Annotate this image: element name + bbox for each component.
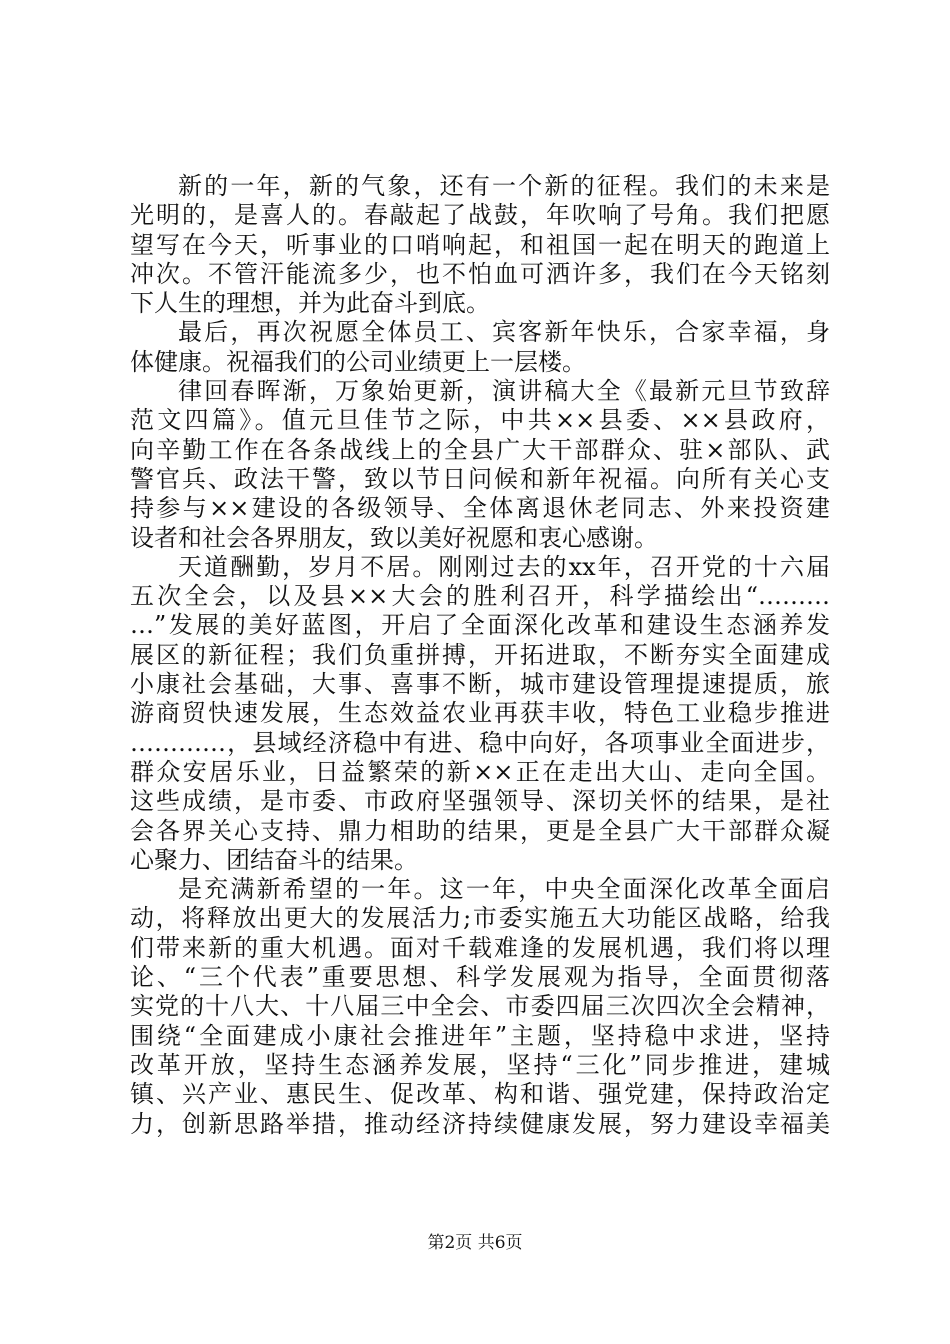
text-line: 这些成绩，是市委、市政府坚强领导、深切关怀的结果，是社 (130, 787, 830, 816)
text-line: 论、“三个代表”重要思想、科学发展观为指导，全面贯彻落 (130, 963, 830, 992)
text-line: 会各界关心支持、鼎力相助的结果，更是全县广大干部群众凝 (130, 816, 830, 845)
text-line: 下人生的理想，并为此奋斗到底。 (130, 289, 490, 318)
text-line: 力，创新思路举措，推动经济持续健康发展，努力建设幸福美 (130, 1109, 830, 1138)
text-line: 动，将释放出更大的发展活力;市委实施五大功能区战略，给我 (130, 904, 830, 933)
page-number-footer: 第2页 共6页 (427, 1233, 523, 1253)
text-line: 心聚力、团结奋斗的结果。 (130, 845, 418, 874)
text-line: 最后，再次祝愿全体员工、宾客新年快乐，合家幸福，身 (178, 318, 830, 347)
text-line: 们带来新的重大机遇。面对千载难逢的发展机遇，我们将以理 (130, 933, 830, 962)
text-line: 望写在今天，听事业的口哨响起，和祖国一起在明天的跑道上 (130, 230, 830, 259)
text-line: 群众安居乐业，日益繁荣的新××正在走出大山、走向全国。 (130, 757, 830, 786)
text-line: 光明的，是喜人的。春敲起了战鼓，年吹响了号角。我们把愿 (130, 201, 830, 230)
text-line: 范文四篇》。值元旦佳节之际，中共××县委、××县政府， (130, 406, 830, 435)
text-line: 围绕“全面建成小康社会推进年”主题，坚持稳中求进，坚持 (130, 1021, 830, 1050)
text-line: 警官兵、政法干警，致以节日问候和新年祝福。向所有关心支 (130, 464, 830, 493)
document-body (130, 172, 830, 1139)
text-line: 镇、兴产业、惠民生、促改革、构和谐、强党建，保持政治定 (130, 1080, 830, 1109)
text-line: 天道酬勤，岁月不居。刚刚过去的xx年，召开党的十六届 (178, 552, 830, 581)
text-line: 持参与××建设的各级领导、全体离退休老同志、外来投资建 (130, 494, 830, 523)
text-line: 改革开放，坚持生态涵养发展，坚持“三化”同步推进，建城 (130, 1050, 830, 1079)
text-line: 向辛勤工作在各条战线上的全县广大干部群众、驻×部队、武 (130, 435, 830, 464)
text-line: 游商贸快速发展，生态效益农业再获丰收，特色工业稳步推进 (130, 699, 830, 728)
text-line: 新的一年，新的气象，还有一个新的征程。我们的未来是 (178, 172, 830, 200)
text-line: 冲次。不管汗能流多少，也不怕血可洒许多，我们在今天铭刻 (130, 259, 830, 288)
text-line: 设者和社会各界朋友，致以美好祝愿和衷心感谢。 (130, 523, 658, 552)
text-line: 体健康。祝福我们的公司业绩更上一层楼。 (130, 347, 586, 376)
text-line: 小康社会基础，大事、喜事不断，城市建设管理提速提质，旅 (130, 670, 830, 699)
text-line: …”发展的美好蓝图，开启了全面深化改革和建设生态涵养发 (130, 611, 830, 640)
text-line: 展区的新征程；我们负重拼搏，开拓进取，不断夯实全面建成 (130, 640, 830, 669)
text-line: 实党的十八大、十八届三中全会、市委四届三次四次全会精神， (130, 992, 830, 1021)
text-line: 是充满新希望的一年。这一年，中央全面深化改革全面启 (178, 875, 830, 904)
text-line: …………，县域经济稳中有进、稳中向好，各项事业全面进步， (130, 728, 830, 757)
text-line: 五次全会，以及县××大会的胜利召开，科学描绘出“……… (130, 582, 830, 611)
text-line: 律回春晖渐，万象始更新，演讲稿大全《最新元旦节致辞 (178, 377, 830, 406)
